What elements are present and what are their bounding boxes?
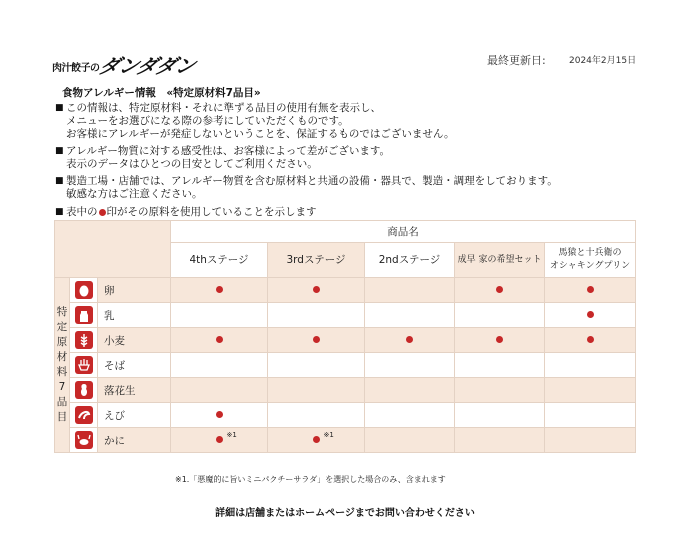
allergen-cell	[455, 303, 545, 328]
allergen-icon-cell	[70, 328, 98, 353]
allergen-cell	[171, 378, 268, 403]
side-label-char: 定	[56, 321, 68, 333]
side-label-char: 料	[56, 366, 68, 378]
allergen-cell	[545, 353, 636, 378]
note-line: 表示のデータはひとつの目安としてご利用ください。	[66, 158, 318, 170]
contains-dot-icon	[406, 336, 413, 343]
brand-logo-main-text: ダンダダン	[96, 54, 198, 78]
side-label-char: 材	[56, 351, 68, 363]
table-row	[55, 278, 636, 303]
allergen-cell	[545, 428, 636, 453]
column-header: 成早 家の希望セット	[455, 243, 545, 278]
column-header: 4thステージ	[171, 243, 268, 278]
brand-logo-small-text: 肉汁餃子の	[52, 63, 100, 74]
legend-text-before: 表中の	[66, 206, 98, 218]
allergen-cell	[365, 328, 455, 353]
bullet-square-icon: ■	[55, 207, 64, 217]
table-row	[55, 353, 636, 378]
contains-dot-icon	[313, 436, 320, 443]
last-updated-label: 最終更新日:	[487, 54, 546, 67]
allergen-cell	[268, 403, 365, 428]
contains-dot-icon	[216, 436, 223, 443]
table-row	[55, 428, 636, 453]
bullet-square-icon: ■	[55, 146, 64, 156]
note-item	[55, 102, 558, 141]
allergen-icon-cell	[70, 353, 98, 378]
allergen-cell	[171, 428, 268, 453]
note-line: この情報は、特定原材料・それに準ずる品目の使用有無を表示し、	[66, 102, 381, 114]
allergen-cell	[365, 303, 455, 328]
note-line: メニューをお選びになる際の参考にしていただくものです。	[66, 115, 349, 127]
note-line: 製造工場・店舗では、アレルギー物質を含む原材料と共通の設備・器具で、製造・調理をしております。	[66, 175, 558, 187]
notes-list	[55, 102, 558, 205]
side-label-char: 原	[56, 336, 68, 348]
shrimp-icon	[75, 406, 93, 424]
note-item	[55, 145, 558, 171]
side-label-char: 目	[56, 411, 68, 423]
allergen-cell	[268, 303, 365, 328]
allergen-cell	[365, 378, 455, 403]
contains-dot-icon	[587, 311, 594, 318]
allergen-cell	[545, 303, 636, 328]
allergen-cell	[545, 378, 636, 403]
column-header: 3rdステージ	[268, 243, 365, 278]
side-label-char: 特	[56, 306, 68, 318]
allergen-name: 乳	[98, 303, 171, 328]
allergen-cell	[455, 378, 545, 403]
allergen-cell	[545, 328, 636, 353]
allergen-table	[54, 220, 636, 453]
footnote-marker: ※1	[323, 431, 334, 439]
allergen-cell	[545, 278, 636, 303]
allergen-cell	[455, 403, 545, 428]
section-title: 食物アレルギー情報 «特定原材料7品目»	[62, 87, 261, 99]
allergen-icon-cell	[70, 303, 98, 328]
contains-dot-icon	[313, 286, 320, 293]
allergen-cell	[455, 428, 545, 453]
allergen-cell	[171, 328, 268, 353]
contains-dot-icon	[216, 411, 223, 418]
note-line: お客様にアレルギーが発症しないということを、保証するものではございません。	[66, 128, 455, 140]
allergen-cell	[268, 328, 365, 353]
allergen-cell	[365, 353, 455, 378]
egg-icon	[75, 281, 93, 299]
allergen-cell	[455, 278, 545, 303]
allergen-cell	[365, 278, 455, 303]
allergen-cell	[171, 353, 268, 378]
allergen-name: 卵	[98, 278, 171, 303]
allergen-cell	[171, 403, 268, 428]
wheat-icon	[75, 331, 93, 349]
allergen-cell	[268, 428, 365, 453]
allergen-icon-cell	[70, 278, 98, 303]
table-corner	[55, 221, 171, 278]
table-row	[55, 403, 636, 428]
footnote-marker: ※1	[226, 431, 237, 439]
allergen-name: えび	[98, 403, 171, 428]
table-row	[55, 328, 636, 353]
allergen-icon-cell	[70, 378, 98, 403]
peanut-icon	[75, 381, 93, 399]
side-label-char: 品	[56, 396, 68, 408]
table-row	[55, 303, 636, 328]
contains-dot-icon	[496, 286, 503, 293]
allergen-cell	[268, 278, 365, 303]
soba-icon	[75, 356, 93, 374]
allergen-cell	[171, 303, 268, 328]
crab-icon	[75, 431, 93, 449]
allergen-name: 落花生	[98, 378, 171, 403]
milk-icon	[75, 306, 93, 324]
allergen-name: そば	[98, 353, 171, 378]
brand-logo	[52, 52, 242, 76]
legend	[55, 206, 317, 219]
column-header: 2ndステージ	[365, 243, 455, 278]
allergen-cell	[455, 353, 545, 378]
side-label-specified-7-items	[55, 278, 70, 453]
allergen-cell	[545, 403, 636, 428]
last-updated-date: 2024年2月15日	[569, 56, 637, 66]
allergen-cell	[268, 378, 365, 403]
contains-dot-icon	[496, 336, 503, 343]
contains-dot-icon	[216, 336, 223, 343]
column-header: 馬猿と十兵衛の オシャキングプリン	[545, 243, 636, 278]
allergen-cell	[365, 403, 455, 428]
allergen-icon-cell	[70, 428, 98, 453]
footnote: ※1.「悪魔的に旨いミニパクチーサラダ」を選択した場合のみ、含まれます	[175, 475, 446, 484]
legend-text-after: 印がその原料を使用していることを示します	[106, 206, 317, 218]
contains-dot-icon	[313, 336, 320, 343]
allergen-icon-cell	[70, 403, 98, 428]
table-row	[55, 378, 636, 403]
allergen-name: かに	[98, 428, 171, 453]
allergen-cell	[365, 428, 455, 453]
side-label-char: 7	[58, 381, 66, 393]
footer-contact-note: 詳細は店舗またはホームページまでお問い合わせください	[215, 508, 475, 519]
note-line: アレルギー物質に対する感受性は、お客様によって差がございます。	[66, 145, 390, 157]
note-item	[55, 175, 558, 201]
bullet-square-icon: ■	[55, 176, 64, 186]
note-line: 敏感な方はご注意ください。	[66, 188, 203, 200]
allergen-name: 小麦	[98, 328, 171, 353]
red-dot-icon	[99, 209, 106, 216]
allergen-cell	[268, 353, 365, 378]
contains-dot-icon	[216, 286, 223, 293]
allergen-cell	[455, 328, 545, 353]
contains-dot-icon	[587, 336, 594, 343]
bullet-square-icon: ■	[55, 103, 64, 113]
product-group-header: 商品名	[171, 221, 636, 243]
allergen-cell	[171, 278, 268, 303]
contains-dot-icon	[587, 286, 594, 293]
